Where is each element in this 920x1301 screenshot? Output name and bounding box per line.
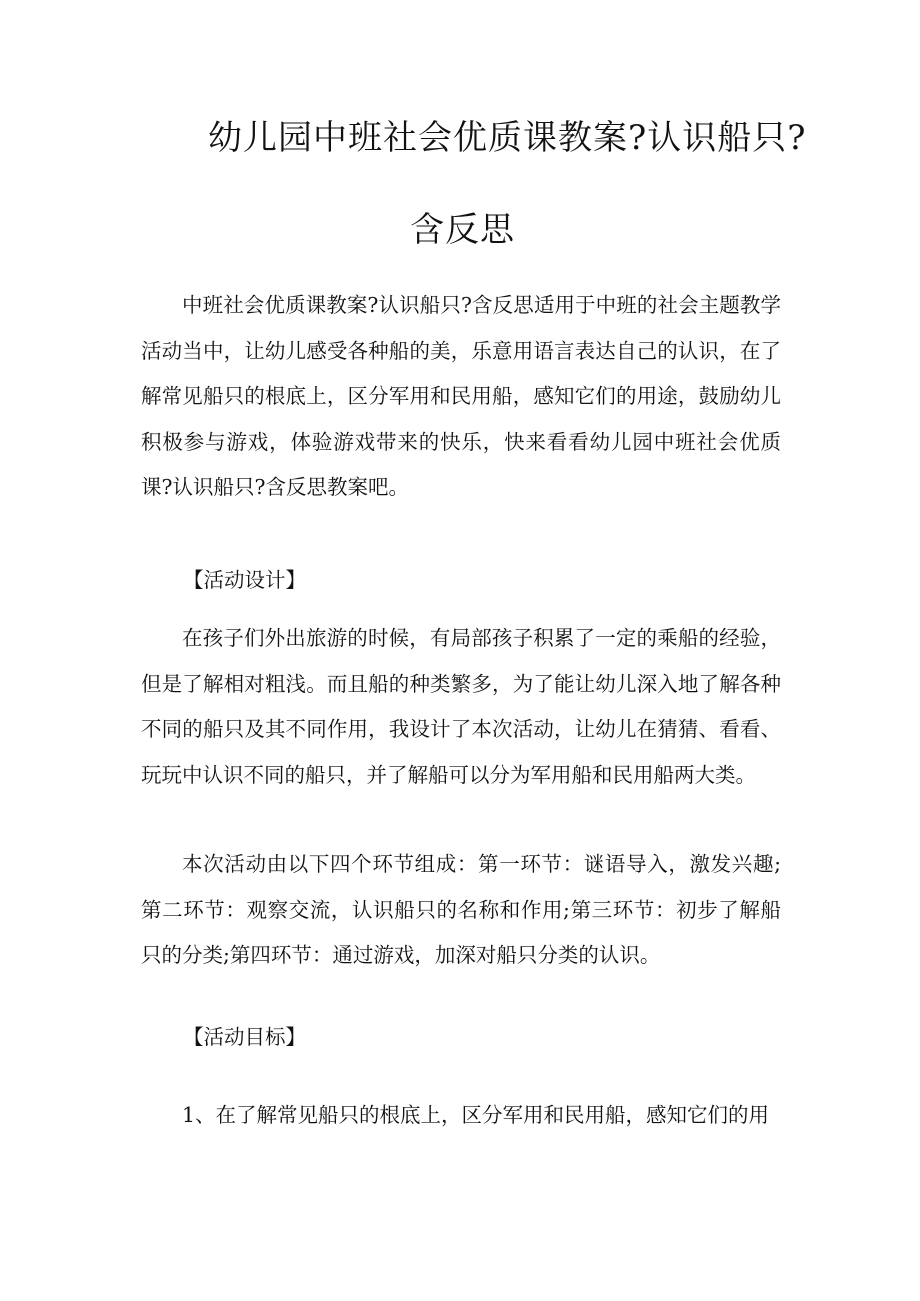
- document-title-line-1: 幼儿园中班社会优质课教案?认识船只?: [208, 118, 807, 158]
- section-heading-goal: 【活动目标】: [183, 1025, 306, 1049]
- intro-paragraph: 中班社会优质课教案?认识船只?含反思适用于中班的社会主题教学活动当中，让幼儿感受各种船的美，乐意用语言表达自己的认识，在了解常见船只的根底上，区分军用和民用船，感知它们的用途，鼓励幼儿积极参与游戏，体验游戏带来的快乐，快来看看幼儿园中班社会优质课?认识船只?含反思教案吧。: [141, 293, 781, 499]
- steps-paragraph: 本次活动由以下四个环节组成：第一环节：谜语导入，激发兴趣;第二环节：观察交流，认识船只的名称和作用;第三环节：初步了解船只的分类;第四环节：通过游戏，加深对船只分类的认识。: [141, 852, 781, 967]
- design-paragraph: 在孩子们外出旅游的时候，有局部孩子积累了一定的乘船的经验，但是了解相对粗浅。而且船的种类繁多，为了能让幼儿深入地了解各种不同的船只及其不同作用，我设计了本次活动，让幼儿在猜猜、看看、玩玩中认识不同的船只，并了解船可以分为军用船和民用船两大类。: [141, 626, 781, 787]
- section-heading-design: 【活动设计】: [183, 568, 306, 592]
- document-title-line-2: 含反思: [410, 210, 515, 250]
- goal-item-1: 1、在了解常见船只的根底上，区分军用和民用船，感知它们的用: [182, 1103, 770, 1127]
